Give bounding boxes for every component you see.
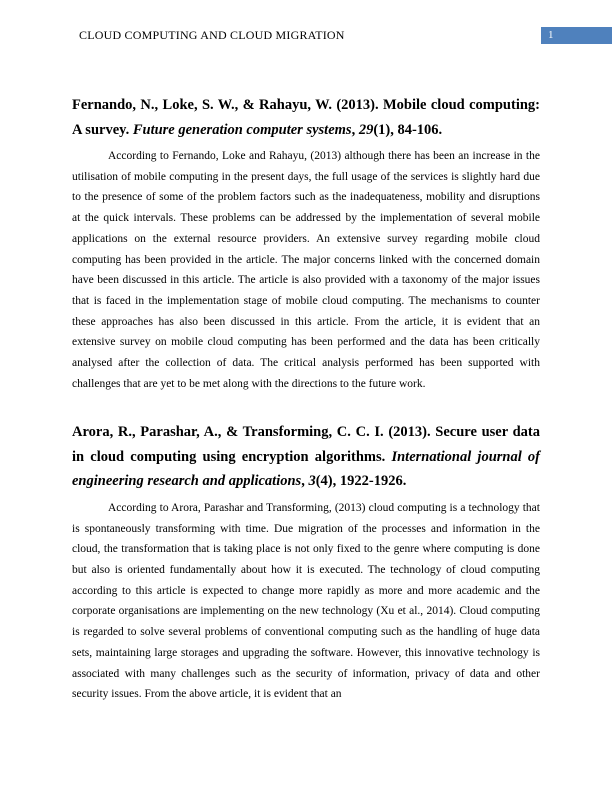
citation-separator: , xyxy=(301,473,309,490)
citation-volume: 3 xyxy=(308,473,316,490)
citation-authors-title: Arora, R., Parashar, A., & Transforming, C. C. I. (2013). Secure user data in cloud computing using encryption algorithms. xyxy=(72,424,540,465)
running-head: CLOUD COMPUTING AND CLOUD MIGRATION xyxy=(79,28,345,42)
citation-volume: 29 xyxy=(358,121,374,138)
reference-citation xyxy=(72,93,540,142)
citation-journal: International journal of engineering research and applications xyxy=(72,448,541,490)
document-body xyxy=(72,93,540,705)
reference-summary: According to Fernando, Loke and Rahayu, (2013) although there has been an increase in the utilisation of mobile computing in the present days, the full usage of the services is slightly hard due to the presence of some of the problem factors such as the inadequateness, mobility and disruptions at the quick intervals. These problems can be addressed by the implementation of several mobile applications on the external resource providers. An extensive survey regarding mobile cloud computing has been provided in the article. The major concerns linked with the concerned domain have been discussed in this article. The article is also provided with a taxonomy of the major issues that is faced in the implementation stage of mobile cloud computing. The mechanisms to counter these approaches has also been discussed in this article. From the article, it is evident that an extensive survey on mobile cloud computing has been performed and the data has been critically analysed after the collection of data. The critical analysis performed has been supported with challenges that are yet to be met along with the directions to the future work. xyxy=(72,150,540,390)
citation-authors-title: Fernando, N., Loke, S. W., & Rahayu, W. (2013). Mobile cloud computing: A survey. xyxy=(72,97,540,138)
citation-issue-pages: (1), 84-106. xyxy=(373,121,443,138)
citation-issue-pages: (4), 1922-1926. xyxy=(315,473,407,490)
page-number: 1 xyxy=(541,27,612,44)
citation-separator: , xyxy=(351,121,359,138)
section-spacer xyxy=(72,394,540,420)
citation-journal: Future generation computer systems xyxy=(132,121,352,138)
page-header xyxy=(0,0,612,60)
reference-summary: According to Arora, Parashar and Transforming, (2013) cloud computing is a technology that is spontaneously transforming with time. Due migration of the processes and information in the cloud, the transformation that is taking place is not only fixed to the genre where computing is done but also is oriented fundamentally about how it is executed. The technology of cloud computing according to this article is expected to change more rapidly as more and more academic and the corporate organisations are implementing on the new technology (Xu et al., 2014). Cloud computing is regarded to solve several problems of conventional computing such as the handling of huge data sets, maintaining large storages and upgrading the software. However, this innovative technology is associated with many challenges such as the security of information, privacy of data and other security issues. From the above article, it is evident that an xyxy=(72,501,540,701)
reference-citation xyxy=(72,420,540,494)
